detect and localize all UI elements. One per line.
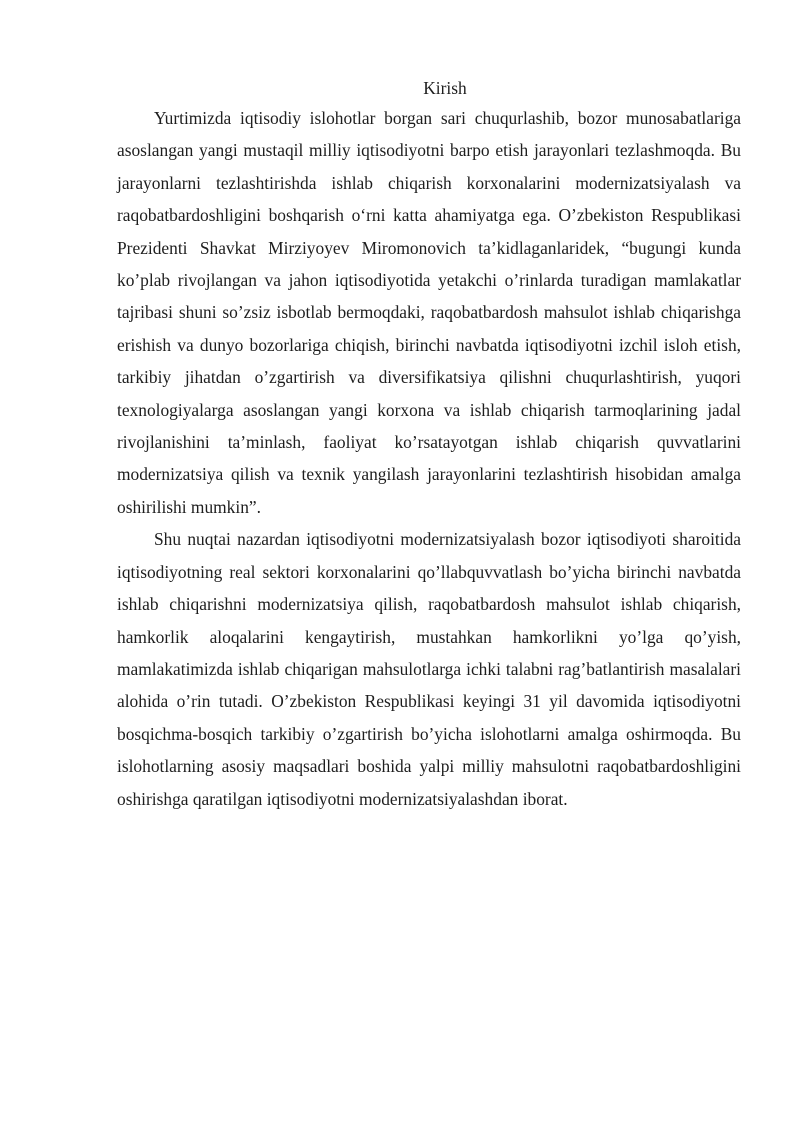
document-body [117, 74, 741, 815]
paragraph-2: Shu nuqtai nazardan iqtisodiyotni modernizatsiyalash bozor iqtisodiyoti sharoitida iqtisodiyotning real sektori korxonalarini qo’llabquvvatlash bo’yicha birinchi navbatda ishlab chiqarishni modernizatsiya qilish, raqobatbardosh mahsulot ishlab chiqarish, hamkorlik aloqalarini kengaytirish, mustahkan hamkorlikni yo’lga qo’yish, mamlakatimizda ishlab chiqarigan mahsulotlarga ichki talabni rag’batlantirish masalalari alohida o’rin tutadi. O’zbekiston Respublikasi keyingi 31 yil davomida iqtisodiyotni bosqichma-bosqich tarkibiy o’zgartirish bo’yicha islohotlarni amalga oshirmoqda. Bu islohotlarning asosiy maqsadlari boshida yalpi milliy mahsulotni raqobatbardoshligini oshirishga qaratilgan iqtisodiyotni modernizatsiyalashdan iborat. [117, 529, 741, 809]
document-title: Kirish [423, 78, 467, 98]
paragraph-1: Yurtimizda iqtisodiy islohotlar borgan sari chuqurlashib, bozor munosabatlariga asoslangan yangi mustaqil milliy iqtisodiyotni barpo etish jarayonlari tezlashmoqda. Bu jarayonlarni tezlashtirishda ishlab chiqarish korxonalarini modernizatsiyalash va raqobatbardoshligini boshqarish o‘rni katta ahamiyatga ega. O’zbekiston Respublikasi Prezidenti Shavkat Mirziyoyev Miromonovich ta’kidlaganlaridek, “bugungi kunda ko’plab rivojlangan va jahon iqtisodiyotida yetakchi o’rinlarda turadigan mamlakatlar tajribasi shuni so’zsiz isbotlab bermoqdaki, raqobatbardosh mahsulot ishlab chiqarishga erishish va dunyo bozorlariga chiqish, birinchi navbatda iqtisodiyotni izchil isloh etish, tarkibiy jihatdan o’zgartirish va diversifikatsiya qilishni chuqurlashtirish, yuqori texnologiyalarga asoslangan yangi korxona va ishlab chiqarish tarmoqlarining jadal rivojlanishini ta’minlash, faoliyat ko’rsatayotgan ishlab chiqarish quvvatlarini modernizatsiya qilish va texnik yangilash jarayonlarini tezlashtirish hisobidan amalga oshirilishi mumkin”. [117, 108, 741, 517]
